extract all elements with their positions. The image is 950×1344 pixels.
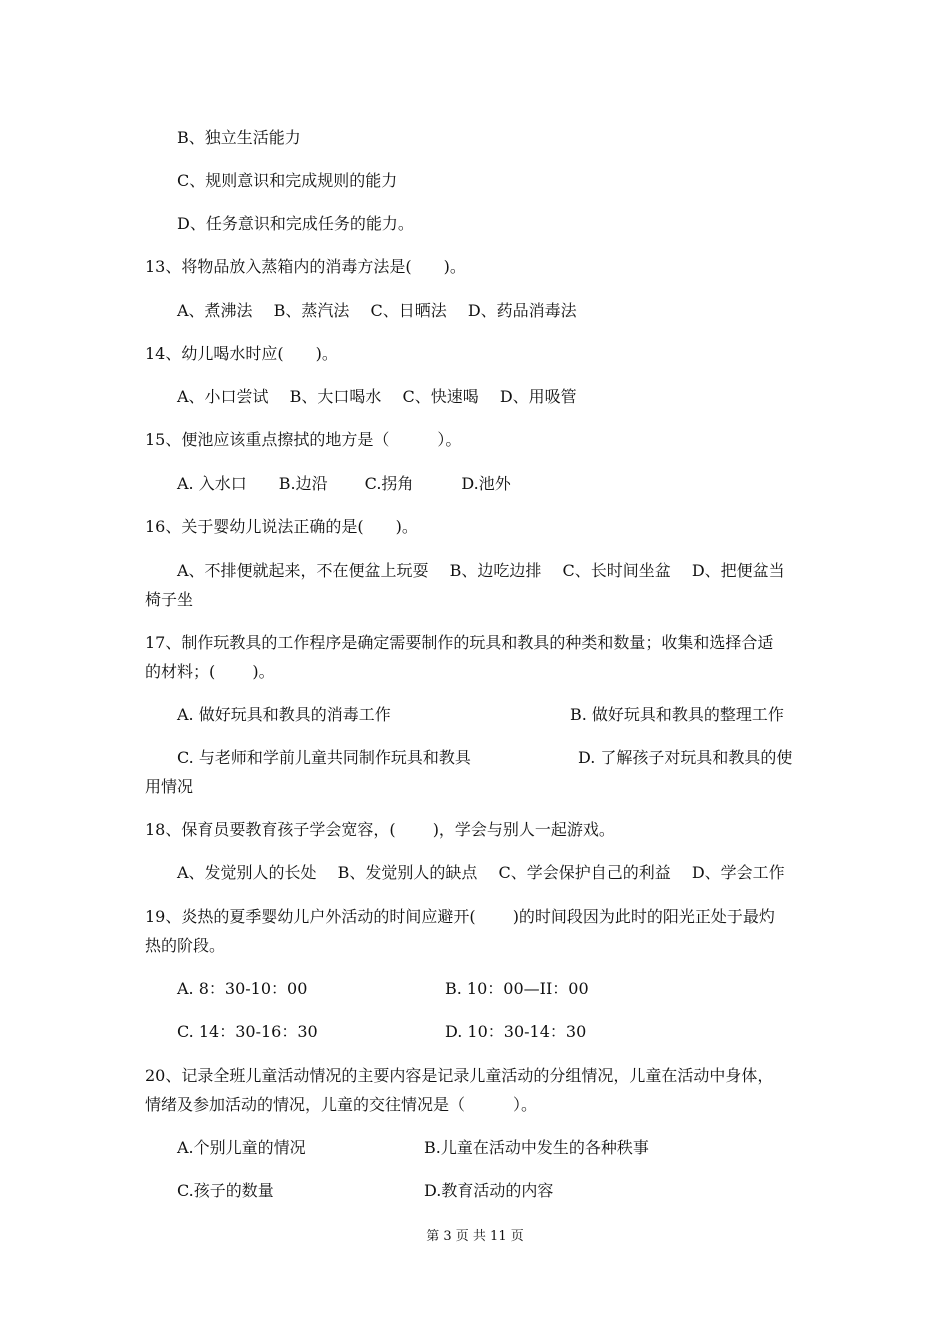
question-20-cont: 情绪及参加活动的情况，儿童的交往情况是（ ）。	[145, 1095, 538, 1114]
question-15-options: A. 入水口 B.边沿 C.拐角 D.池外	[177, 474, 511, 493]
question-17-option-c: C. 与老师和学前儿童共同制作玩具和教具	[177, 748, 471, 767]
question-17-cont: 的材料；( )。	[145, 662, 275, 681]
question-13-options: A、煮沸法 B、蒸汽法 C、日晒法 D、药品消毒法	[177, 301, 577, 320]
question-20-option-c: C.孩子的数量	[177, 1181, 274, 1200]
option-text: C、规则意识和完成规则的能力	[177, 171, 398, 190]
question-20-option-a: A.个别儿童的情况	[177, 1138, 306, 1157]
question-18: 18、保育员要教育孩子学会宽容，( )，学会与别人一起游戏。	[145, 820, 615, 839]
question-14: 14、幼儿喝水时应( )。	[145, 344, 338, 363]
question-16: 16、关于婴幼儿说法正确的是( )。	[145, 517, 418, 536]
question-17-option-d-cont: 用情况	[145, 777, 194, 796]
question-18-options: A、发觉别人的长处 B、发觉别人的缺点 C、学会保护自己的利益 D、学会工作	[177, 863, 785, 882]
question-20-option-d: D.教育活动的内容	[424, 1181, 554, 1200]
question-19-option-d: D. 10：30-14：30	[445, 1022, 587, 1041]
question-14-options: A、小口尝试 B、大口喝水 C、快速喝 D、用吸管	[177, 387, 577, 406]
question-19-cont: 热的阶段。	[145, 936, 226, 955]
page-number-footer: 第 3 页 共 11 页	[426, 1229, 524, 1244]
question-20: 20、记录全班儿童活动情况的主要内容是记录儿童活动的分组情况，儿童在活动中身体，	[145, 1066, 774, 1085]
question-19-option-c: C. 14：30-16：30	[177, 1022, 318, 1041]
question-17-option-a: A. 做好玩具和教具的消毒工作	[177, 705, 391, 724]
question-16-options: A、不排便就起来，不在便盆上玩耍 B、边吃边排 C、长时间坐盆 D、把便盆当	[177, 561, 785, 580]
question-19-option-b: B. 10：00—II：00	[445, 979, 589, 998]
question-19: 19、炎热的夏季婴幼儿户外活动的时间应避开( )的时间段因为此时的阳光正处于最灼	[145, 907, 775, 926]
question-20-option-b: B.儿童在活动中发生的各种秩事	[424, 1138, 649, 1157]
question-15: 15、便池应该重点擦拭的地方是（ ）。	[145, 430, 462, 449]
question-17-option-d: D. 了解孩子对玩具和教具的使	[578, 748, 793, 767]
question-17-option-b: B. 做好玩具和教具的整理工作	[570, 705, 784, 724]
option-text: B、独立生活能力	[177, 128, 301, 147]
question-16-options-cont: 椅子坐	[145, 590, 194, 609]
option-text: D、任务意识和完成任务的能力。	[177, 214, 414, 233]
question-17: 17、制作玩教具的工作程序是确定需要制作的玩具和教具的种类和数量；收集和选择合适	[145, 633, 774, 652]
question-13: 13、将物品放入蒸箱内的消毒方法是( )。	[145, 257, 466, 276]
question-19-option-a: A. 8：30-10：00	[177, 979, 308, 998]
